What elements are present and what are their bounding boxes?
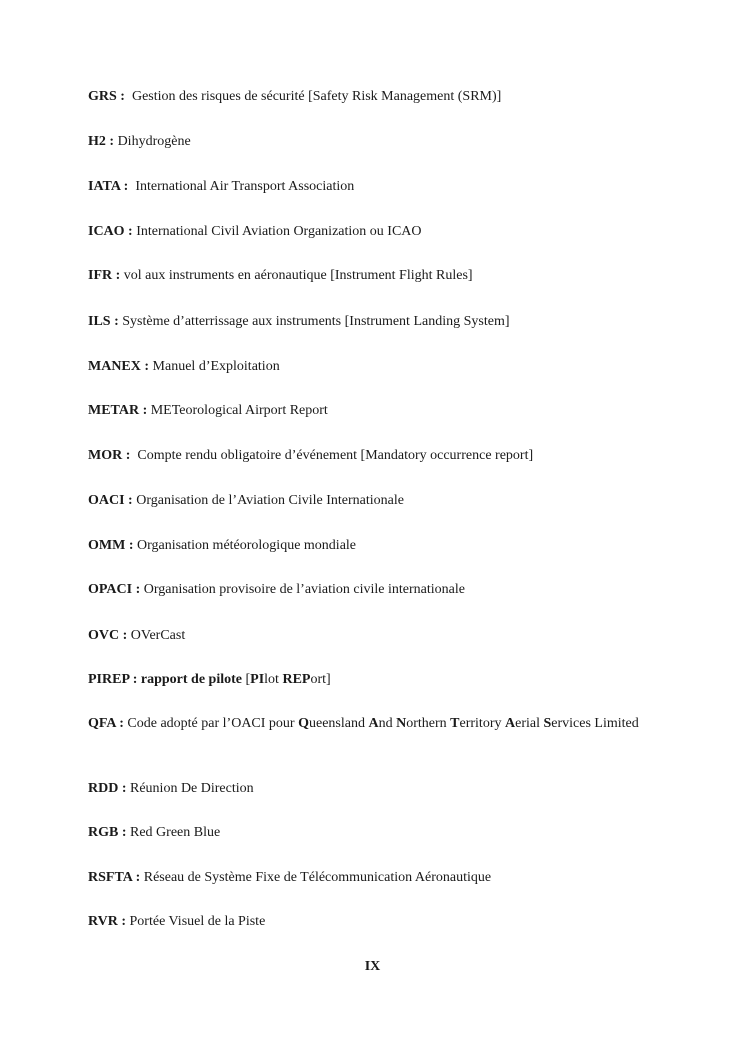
entry-definition: Organisation de l’Aviation Civile Internationale — [132, 493, 404, 508]
glossary-entry-ils — [88, 312, 656, 332]
entry-definition-part: orthern — [406, 716, 451, 731]
entry-definition-bold: S — [543, 716, 552, 731]
entry-definition: Gestion des risques de sécurité [Safety Risk Management (SRM)] — [124, 89, 502, 104]
entry-definition: Réseau de Système Fixe de Télécommunication Aéronautique — [140, 870, 492, 885]
entry-definition-part: erial — [515, 716, 544, 731]
page-number: IX — [364, 959, 381, 974]
entry-definition-part: [ — [242, 672, 251, 687]
entry-abbreviation: IFR : — [88, 268, 121, 283]
entry-definition: Réunion De Direction — [126, 781, 254, 796]
entry-abbreviation: H2 : — [88, 134, 115, 149]
glossary-entry-icao — [88, 222, 656, 242]
entry-definition-bold: Q — [298, 716, 309, 731]
entry-abbreviation: METAR : — [88, 403, 148, 418]
glossary-entry-rsfta — [88, 868, 656, 888]
glossary-entry-iata — [88, 177, 656, 197]
entry-definition-bold: A — [504, 716, 516, 731]
entry-definition: Organisation provisoire de l’aviation civile internationale — [140, 582, 465, 597]
entry-abbreviation: QFA : — [88, 716, 124, 731]
glossary-entry-grs — [88, 87, 656, 107]
glossary-entry-rdd — [88, 779, 656, 799]
entry-abbreviation: MANEX : — [88, 359, 150, 374]
glossary-entry-rvr — [88, 912, 656, 932]
glossary-entry-qfa — [88, 714, 656, 734]
entry-abbreviation: OPACI : — [88, 582, 141, 597]
entry-abbreviation: RSFTA : — [88, 870, 141, 885]
entry-definition-part: ueensland — [308, 716, 369, 731]
entry-definition-part: erritory — [459, 716, 505, 731]
entry-definition-bold: REP — [282, 672, 311, 687]
entry-definition-bold: T — [450, 716, 460, 731]
entry-abbreviation: RDD : — [88, 781, 127, 796]
glossary-entry-ovc — [88, 626, 656, 646]
entry-definition-bold: N — [396, 716, 407, 731]
entry-definition: Organisation météorologique mondiale — [133, 538, 357, 553]
entry-definition-part: Code adopté par l’OACI pour — [123, 716, 299, 731]
entry-definition: vol aux instruments en aéronautique [Instrument Flight Rules] — [120, 268, 473, 283]
entry-definition: Système d’atterrissage aux instruments [Instrument Landing System] — [118, 314, 510, 329]
entry-definition: METeorological Airport Report — [147, 403, 328, 418]
glossary-entry-mor — [88, 446, 656, 466]
entry-definition-bold: A — [368, 716, 379, 731]
entry-abbreviation: ICAO : — [88, 224, 133, 239]
entry-abbreviation: OVC : — [88, 628, 128, 643]
entry-definition: Manuel d’Exploitation — [149, 359, 280, 374]
entry-abbreviation: OMM : — [88, 538, 134, 553]
glossary-entry-ifr — [88, 266, 656, 286]
glossary-entry-manex — [88, 357, 656, 377]
entry-definition: International Civil Aviation Organization ou ICAO — [132, 224, 422, 239]
entry-definition-part: ervices Limited — [551, 716, 639, 731]
glossary-entry-h2 — [88, 132, 656, 152]
entry-definition: International Air Transport Association — [128, 179, 355, 194]
entry-definition-part: nd — [378, 716, 397, 731]
entry-definition: Portée Visuel de la Piste — [126, 914, 266, 929]
entry-definition: Compte rendu obligatoire d’événement [Mandatory occurrence report] — [130, 448, 534, 463]
entry-abbreviation: RGB : — [88, 825, 127, 840]
glossary-entry-metar — [88, 401, 656, 421]
glossary-entry-omm — [88, 536, 656, 556]
entry-definition: Red Green Blue — [126, 825, 221, 840]
entry-abbreviation: ILS : — [88, 314, 119, 329]
entry-abbreviation: GRS : — [88, 89, 125, 104]
entry-definition-part: ort] — [310, 672, 331, 687]
entry-abbreviation: MOR : — [88, 448, 131, 463]
entry-definition: OVerCast — [127, 628, 186, 643]
entry-definition-part: lot — [264, 672, 283, 687]
glossary-entry-oaci — [88, 491, 656, 511]
entry-definition-bold: PI — [250, 672, 265, 687]
glossary-entry-opaci — [88, 580, 656, 600]
entry-abbreviation: PIREP : rapport de pilote — [88, 672, 242, 687]
glossary-entry-rgb — [88, 823, 656, 843]
entry-definition: Dihydrogène — [114, 134, 191, 149]
entry-abbreviation: IATA : — [88, 179, 129, 194]
entry-abbreviation: RVR : — [88, 914, 127, 929]
entry-abbreviation: OACI : — [88, 493, 133, 508]
glossary-entry-pirep — [88, 670, 656, 690]
